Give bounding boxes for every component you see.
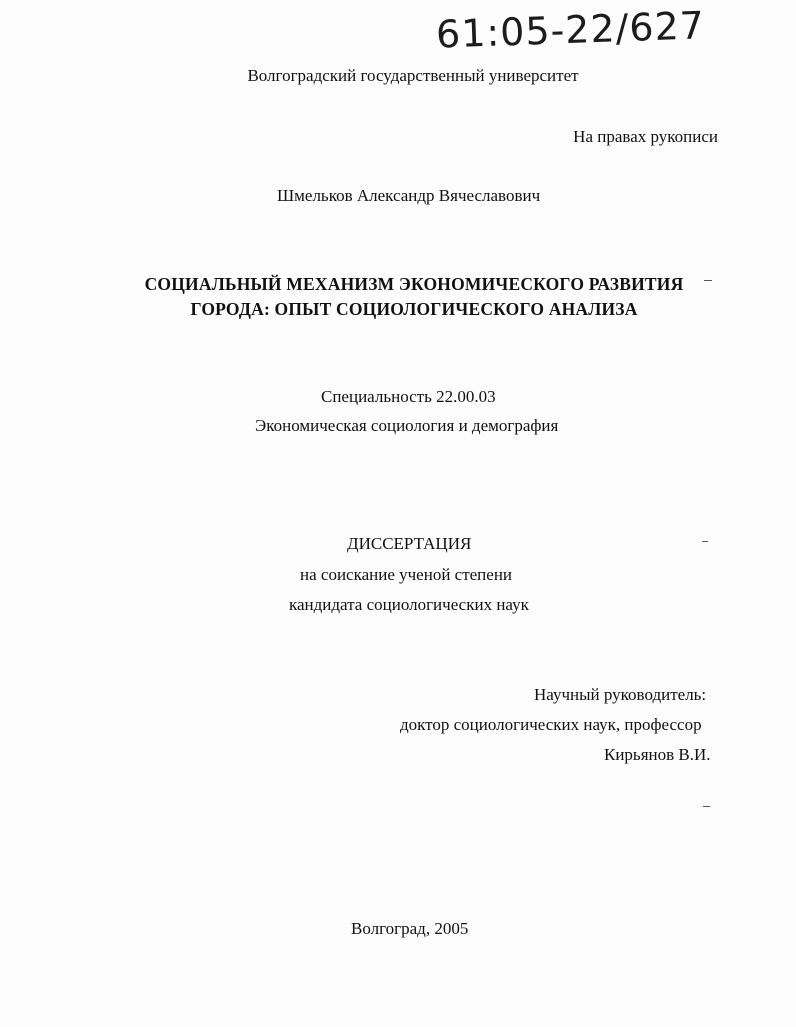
supervisor-name: Кирьянов В.И. <box>604 745 711 764</box>
supervisor-label: Научный руководитель: <box>534 685 707 704</box>
scan-speck <box>704 280 712 281</box>
handwritten-catalog-number: 61:05-22/627 <box>435 3 706 57</box>
title-line-1: СОЦИАЛЬНЫЙ МЕХАНИЗМ ЭКОНОМИЧЕСКОГО РАЗВИТИЯ <box>144 274 684 294</box>
specialty-name: Экономическая социология и демография <box>255 416 559 435</box>
dissertation-heading: ДИССЕРТАЦИЯ <box>347 534 472 553</box>
scan-speck <box>702 541 708 542</box>
university-name: Волгоградский государственный университет <box>247 66 579 85</box>
manuscript-rights: На правах рукописи <box>573 127 718 146</box>
specialty-code: Специальность 22.00.03 <box>321 387 496 406</box>
title-line-2: ГОРОДА: ОПЫТ СОЦИОЛОГИЧЕСКОГО АНАЛИЗА <box>190 299 638 319</box>
author-name: Шмельков Александр Вячеславович <box>277 186 541 205</box>
scan-speck <box>703 806 710 807</box>
degree-line-2: кандидата социологических наук <box>289 595 529 614</box>
city-year: Волгоград, 2005 <box>351 919 469 938</box>
dissertation-title <box>0 272 796 322</box>
degree-line-1: на соискание ученой степени <box>300 565 513 584</box>
supervisor-degree: доктор социологических наук, профессор <box>400 715 702 734</box>
